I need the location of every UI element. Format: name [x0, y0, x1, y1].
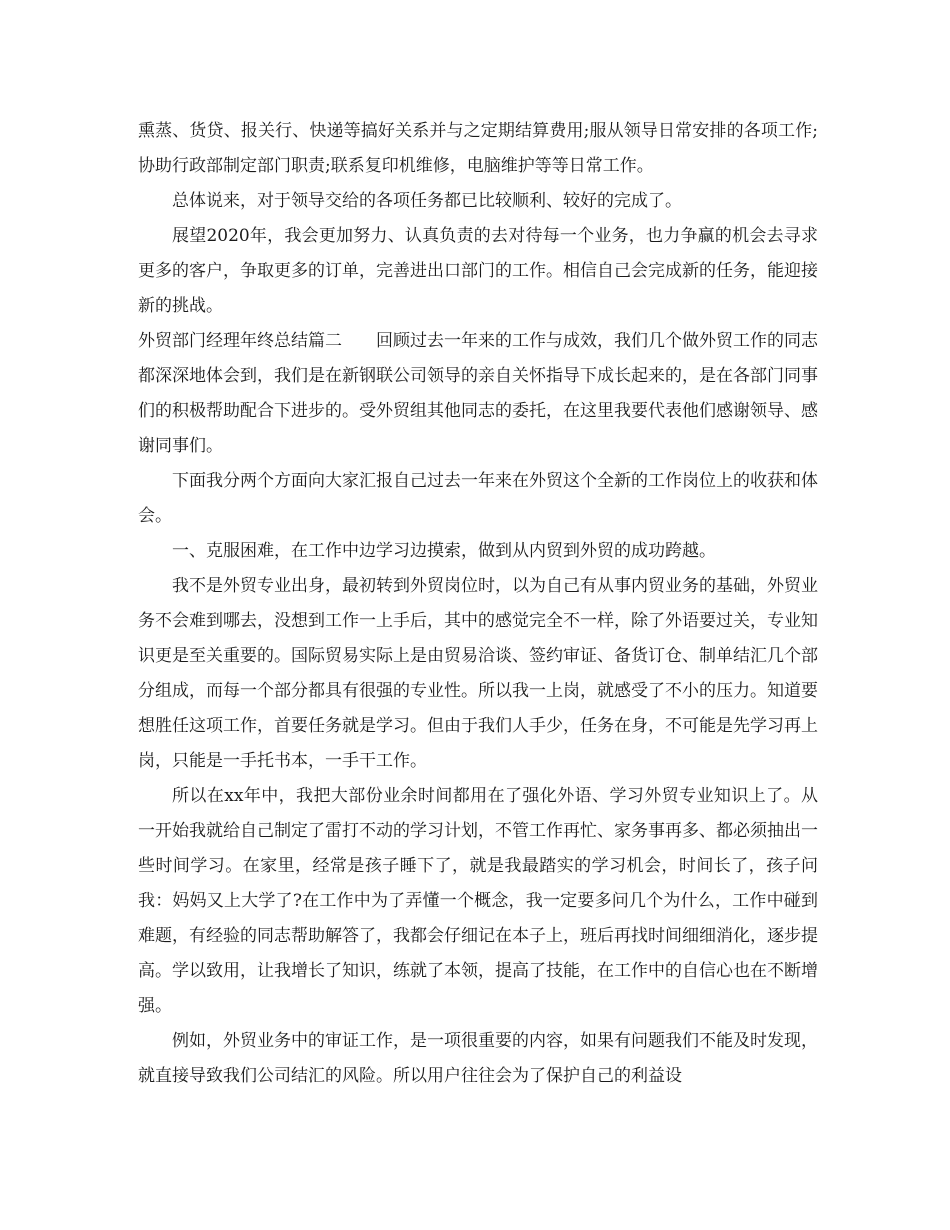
paragraph-6: 一、克服困难，在工作中边学习边摸索，做到从内贸到外贸的成功跨越。 [172, 541, 716, 561]
paragraph-1: 熏蒸、货贷、报关行、快递等搞好关系并与之定期结算费用;服从领导日常安排的各项工作;协助行政部制定部门职责;联系复印机维修，电脑维护等等日常工作。 [138, 121, 818, 176]
document-body [138, 114, 818, 1094]
paragraph-5: 下面我分两个方面向大家汇报自己过去一年来在外贸这个全新的工作岗位上的收获和体会。 [138, 471, 818, 526]
paragraph-2: 总体说来，对于领导交给的各项任务都已比较顺利、较好的完成了。 [172, 191, 682, 211]
paragraph-8: 所以在xx年中，我把大部份业余时间都用在了强化外语、学习外贸专业知识上了。从一开始我就给自己制定了雷打不动的学习计划，不管工作再忙、家务事再多、都必须抽出一些时间学习。在家里，经常是孩子睡下了，就是我最踏实的学习机会，时间长了，孩子问我：妈妈又上大学了?在工作中为了弄懂一个概念，我一定要多问几个为什么，工作中碰到难题，有经验的同志帮助解答了，我都会仔细记在本子上，班后再找时间细细消化，逐步提高。学以致用，让我增长了知识，练就了本领，提高了技能，在工作中的自信心也在不断增强。 [138, 786, 818, 1016]
paragraph-7: 我不是外贸专业出身，最初转到外贸岗位时，以为自己有从事内贸业务的基础，外贸业务不会难到哪去，没想到工作一上手后，其中的感觉完全不一样，除了外语要过关，专业知识更是至关重要的。国际贸易实际上是由贸易洽谈、签约审证、备货订仓、制单结汇几个部分组成，而每一个部分都具有很强的专业性。所以我一上岗，就感受了不小的压力。知道要想胜任这项工作，首要任务就是学习。但由于我们人手少，任务在身，不可能是先学习再上岗，只能是一手托书本，一手干工作。 [138, 576, 818, 771]
paragraph-3: 展望2020年，我会更加努力、认真负责的去对待每一个业务，也力争赢的机会去寻求更多的客户，争取更多的订单，完善进出口部门的工作。相信自己会完成新的任务，能迎接新的挑战。 [138, 226, 818, 316]
paragraph-4-section-heading: 外贸部门经理年终总结篇二 回顾过去一年来的工作与成效，我们几个做外贸工作的同志都深深地体会到，我们是在新钢联公司领导的亲自关怀指导下成长起来的，是在各部门同事们的积极帮助配合下进步的。受外贸组其他同志的委托，在这里我要代表他们感谢领导、感谢同事们。 [138, 331, 818, 456]
paragraph-9: 例如，外贸业务中的审证工作，是一项很重要的内容，如果有问题我们不能及时发现，就直接导致我们公司结汇的风险。所以用户往往会为了保护自己的利益设 [138, 1031, 818, 1086]
